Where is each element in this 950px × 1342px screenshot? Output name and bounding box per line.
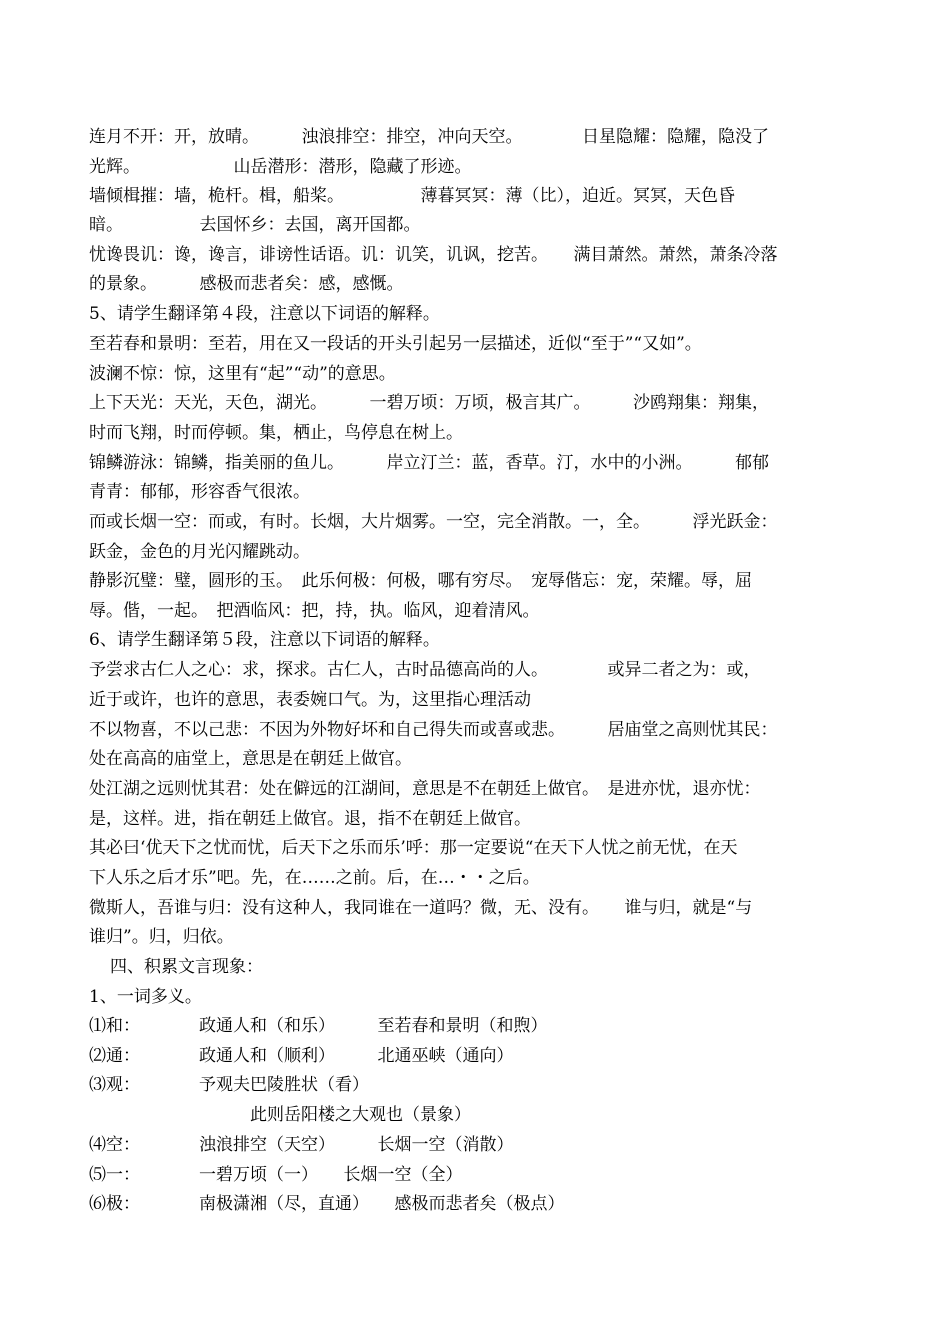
text-line: 处在高高的庙堂上，意思是在朝廷上做官。 xyxy=(89,749,412,769)
text-line: 而或长烟一空：而或，有时。长烟，大片烟雾。一空，完全消散。一，全。 浮光跃金： xyxy=(89,512,778,532)
question-heading: 6、请学生翻译第５段，注意以下词语的解释。 xyxy=(89,630,440,650)
polysemy-label: ⑵通： xyxy=(89,1046,140,1066)
polysemy-item xyxy=(89,1014,548,1040)
text-line: 微斯人，吾谁与归：没有这种人，我同谁在一道吗？微，无、没有。 谁与归，就是“与 xyxy=(89,898,753,918)
text-line: 谁归”。归，归依。 xyxy=(89,927,234,947)
text-line: 近于或许，也许的意思，表委婉口气。为，这里指心理活动 xyxy=(89,690,531,710)
text-line: 至若春和景明：至若，用在又一段话的开头引起另一层描述，近似“至于”“又如”。 xyxy=(89,334,702,354)
polysemy-label: ⑹极： xyxy=(89,1194,140,1214)
question-heading: 5、请学生翻译第４段，注意以下词语的解释。 xyxy=(89,304,440,324)
text-line: 上下天光：天光，天色，湖光。 一碧万顷：万顷，极言其广。 沙鸥翔集：翔集， xyxy=(89,393,769,413)
text-line: 光辉。 山岳潜形：潜形，隐藏了形迹。 xyxy=(89,157,472,177)
text-line: 不以物喜，不以己悲：不因为外物好坏和自己得失而或喜或悲。 居庙堂之高则忧其民： xyxy=(89,720,778,740)
polysemy-text: 一碧万顷（一） 长烟一空（全） xyxy=(199,1165,463,1185)
polysemy-text: 予观夫巴陵胜状（看） xyxy=(199,1075,369,1095)
sub-heading: 1、一词多义。 xyxy=(89,987,202,1007)
polysemy-label: ⑴和： xyxy=(89,1016,140,1036)
polysemy-label: ⑷空： xyxy=(89,1135,140,1155)
polysemy-label: ⑸一： xyxy=(89,1165,140,1185)
text-line: 是，这样。进，指在朝廷上做官。退，指不在朝廷上做官。 xyxy=(89,809,531,829)
text-line: 处江湖之远则忧其君：处在僻远的江湖间，意思是不在朝廷上做官。 是进亦忧，退亦忧： xyxy=(89,779,761,799)
polysemy-text: 政通人和（和乐） 至若春和景明（和煦） xyxy=(199,1016,548,1036)
text-line: 暗。 去国怀乡：去国，离开国都。 xyxy=(89,215,421,235)
text-line: 锦鳞游泳：锦鳞，指美丽的鱼儿。 岸立汀兰：蓝，香草。汀，水中的小洲。 郁郁 xyxy=(89,453,769,473)
polysemy-item xyxy=(89,1103,471,1129)
polysemy-text: 浊浪排空（天空） 长烟一空（消散） xyxy=(199,1135,514,1155)
text-line: 墙倾楫摧：墙，桅杆。楫，船桨。 薄暮冥冥：薄（比），迫近。冥冥，天色昏 xyxy=(89,186,735,206)
text-line: 予尝求古仁人之心：求，探求。古仁人，古时品德高尚的人。 或异二者之为：或， xyxy=(89,660,761,680)
polysemy-item xyxy=(89,1133,514,1159)
polysemy-text: 此则岳阳楼之大观也（景象） xyxy=(199,1105,471,1125)
polysemy-label: ⑶观： xyxy=(89,1075,140,1095)
polysemy-item xyxy=(89,1192,565,1218)
text-line: 连月不开：开，放晴。 浊浪排空：排空，冲向天空。 日星隐耀：隐耀，隐没了 xyxy=(89,127,769,147)
text-line: 其必曰‘优天下之忧而忧，后天下之乐而乐’呼：那一定要说“在天下人忧之前无忧，在天 xyxy=(89,838,738,858)
polysemy-text: 政通人和（顺利） 北通巫峡（通向） xyxy=(199,1046,514,1066)
text-line: 跃金，金色的月光闪耀跳动。 xyxy=(89,542,310,562)
text-line: 时而飞翔，时而停顿。集，栖止，鸟停息在树上。 xyxy=(89,423,463,443)
text-line: 下人乐之后才乐”吧。先，在……之前。后，在…・・之后。 xyxy=(89,868,540,888)
polysemy-item xyxy=(89,1044,514,1070)
polysemy-item xyxy=(89,1073,369,1099)
polysemy-item xyxy=(89,1163,463,1189)
text-line: 的景象。 感极而悲者矣：感，感慨。 xyxy=(89,274,404,294)
section-heading: 四、积累文言现象： xyxy=(110,957,263,977)
text-line: 静影沉璧：璧，圆形的玉。 此乐何极：何极，哪有穷尽。 宠辱偕忘：宠，荣耀。辱，屈 xyxy=(89,571,752,591)
text-line: 辱。偕，一起。 把酒临风：把，持，执。临风，迎着清风。 xyxy=(89,601,540,621)
polysemy-text: 南极潇湘（尽，直通） 感极而悲者矣（极点） xyxy=(199,1194,565,1214)
text-line: 青青：郁郁，形容香气很浓。 xyxy=(89,482,310,502)
text-line: 忧谗畏讥：谗，谗言，诽谤性话语。讥：讥笑，讥讽，挖苦。 满目萧然。萧然，萧条冷落 xyxy=(89,245,778,265)
text-line: 波澜不惊：惊，这里有“起”“动”的意思。 xyxy=(89,364,396,384)
